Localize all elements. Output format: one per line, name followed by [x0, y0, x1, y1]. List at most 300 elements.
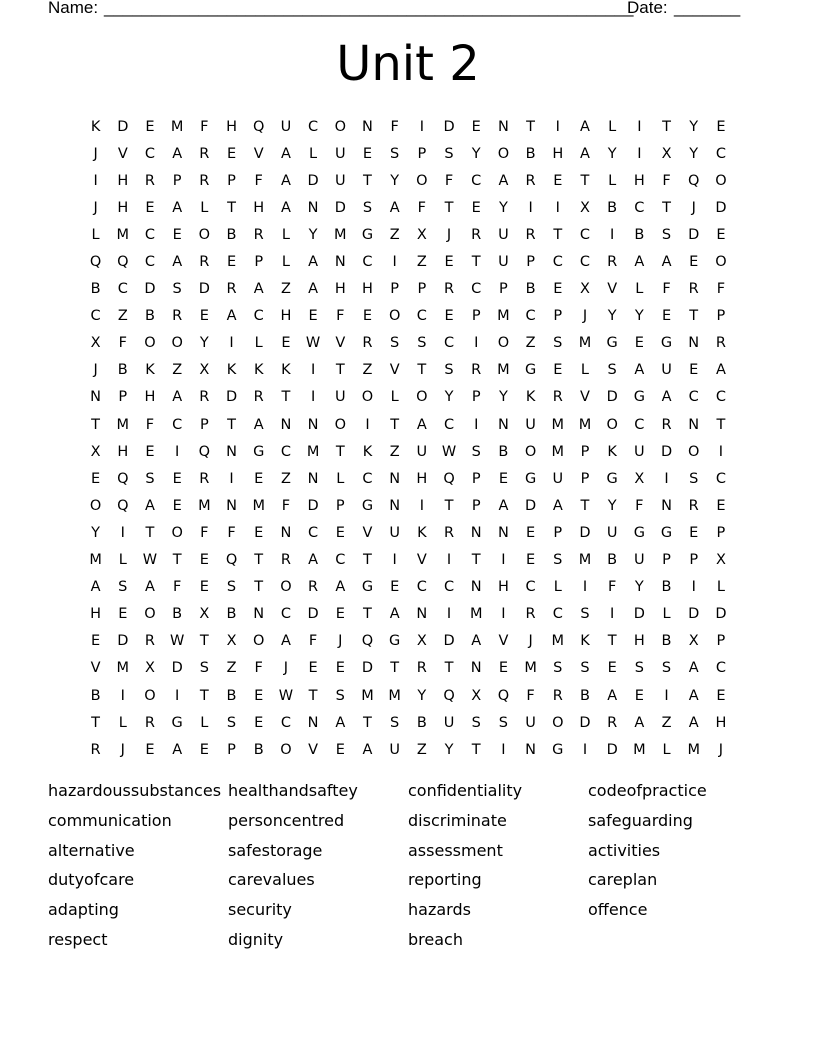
grid-letter: N [525, 741, 537, 758]
grid-letter: N [226, 497, 237, 514]
grid-letter: M [578, 335, 592, 352]
grid-letter: B [117, 362, 128, 379]
grid-letter: E [308, 660, 318, 677]
grid-letter: E [335, 660, 345, 677]
grid-letter: U [443, 714, 455, 731]
grid-letter: M [469, 606, 483, 623]
grid-letter: E [145, 118, 155, 135]
grid-letter: P [716, 524, 726, 541]
grid-letter: C [416, 579, 427, 596]
grid-letter: A [715, 362, 726, 379]
grid-letter: S [553, 335, 563, 352]
grid-letter: T [662, 199, 671, 216]
grid-letter: S [172, 281, 182, 298]
grid-letter: T [172, 552, 182, 569]
grid-letter: O [171, 524, 183, 541]
grid-letter: A [607, 687, 618, 704]
grid-letter: Z [389, 226, 400, 243]
grid-letter: M [306, 443, 320, 460]
grid-letter: R [607, 714, 618, 731]
grid-letter: J [446, 226, 452, 243]
grid-letter: A [634, 362, 645, 379]
grid-letter: T [689, 308, 699, 325]
grid-letter: A [308, 552, 319, 569]
grid-letter: N [470, 660, 482, 677]
grid-letter: I [310, 362, 316, 379]
grid-letter: L [281, 254, 290, 271]
grid-letter: T [91, 416, 101, 433]
grid-letter: N [688, 416, 700, 433]
grid-letter: C [416, 308, 427, 325]
grid-letter: D [688, 606, 700, 623]
grid-letter: R [443, 524, 455, 541]
grid-letter: S [471, 714, 481, 731]
grid-letter: O [144, 335, 156, 352]
grid-letter: C [552, 606, 563, 623]
grid-letter: E [281, 335, 291, 352]
grid-letter: T [580, 497, 590, 514]
grid-letter: E [444, 254, 454, 271]
grid-letter: G [660, 335, 673, 352]
grid-letter: Z [280, 470, 291, 487]
grid-letter: L [200, 199, 209, 216]
grid-letter: D [579, 524, 591, 541]
grid-letter: C [552, 254, 563, 271]
grid-letter: T [199, 633, 209, 650]
grid-letter: I [555, 118, 560, 135]
grid-letter: I [637, 145, 642, 162]
grid-letter: A [172, 389, 183, 406]
grid-letter: S [444, 362, 454, 379]
grid-letter: R [416, 660, 427, 677]
grid-letter: S [553, 552, 563, 569]
grid-letter: J [582, 308, 588, 325]
grid-letter: D [307, 606, 319, 623]
grid-letter: L [91, 226, 100, 243]
grid-letter: A [688, 660, 699, 677]
grid-letter: O [552, 714, 564, 731]
grid-letter: G [361, 497, 374, 514]
grid-letter: R [525, 606, 536, 623]
page-title: Unit 2 [336, 36, 480, 92]
grid-letter: E [335, 524, 345, 541]
grid-letter: R [688, 281, 699, 298]
grid-letter: Y [607, 308, 617, 325]
grid-letter: P [662, 552, 671, 569]
grid-letter: J [283, 660, 289, 677]
grid-letter: Z [525, 335, 536, 352]
grid-letter: F [607, 579, 617, 596]
grid-letter: J [93, 199, 98, 216]
grid-letter: O [715, 254, 727, 271]
grid-letter: S [689, 470, 699, 487]
grid-letter: B [226, 687, 237, 704]
grid-letter: D [606, 741, 618, 758]
grid-letter: S [390, 145, 400, 162]
grid-letter: A [580, 118, 590, 135]
grid-letter: U [334, 145, 346, 162]
grid-letter: E [118, 606, 128, 623]
grid-letter: M [116, 226, 130, 243]
grid-letter: Z [389, 443, 400, 460]
grid-letter: I [637, 118, 642, 135]
grid-letter: D [198, 281, 210, 298]
grid-letter: C [90, 308, 101, 325]
grid-letter: Z [280, 281, 291, 298]
word-bank-item: safeguarding [588, 810, 693, 830]
grid-letter: E [471, 199, 481, 216]
grid-letter: X [688, 633, 699, 650]
word-bank-item: breach [408, 929, 463, 949]
grid-letter: T [471, 552, 481, 569]
grid-letter: P [689, 552, 699, 569]
grid-letter: G [606, 335, 618, 352]
grid-letter: I [664, 470, 669, 487]
grid-letter: K [362, 443, 373, 460]
grid-letter: E [226, 254, 237, 271]
grid-letter: S [390, 714, 400, 731]
grid-letter: I [582, 579, 588, 596]
grid-letter: V [335, 335, 346, 352]
grid-letter: B [416, 714, 427, 731]
grid-letter: P [471, 389, 481, 406]
grid-letter: D [715, 199, 727, 216]
grid-letter: D [144, 281, 156, 298]
grid-letter: Q [225, 552, 238, 569]
grid-letter: L [635, 281, 644, 298]
grid-letter: L [118, 552, 127, 569]
grid-letter: O [715, 172, 727, 189]
grid-letter: W [142, 552, 158, 569]
grid-letter: V [389, 362, 400, 379]
grid-letter: C [117, 281, 128, 298]
grid-letter: A [145, 497, 155, 514]
grid-letter: K [226, 362, 237, 379]
word-bank-item: confidentiality [408, 781, 523, 800]
grid-letter: E [91, 470, 101, 487]
grid-letter: A [634, 714, 645, 731]
grid-letter: S [580, 660, 590, 677]
grid-letter: S [444, 145, 454, 162]
grid-letter: A [253, 281, 264, 298]
grid-letter: I [229, 335, 234, 352]
grid-letter: E [199, 552, 209, 569]
grid-letter: M [551, 443, 565, 460]
grid-letter: F [281, 497, 291, 514]
grid-letter: P [580, 470, 590, 487]
grid-letter: E [607, 660, 617, 677]
word-bank-item: dignity [228, 929, 284, 949]
grid-letter: T [254, 552, 264, 569]
grid-letter: K [417, 524, 427, 541]
grid-letter: P [118, 389, 128, 406]
grid-letter: Z [362, 362, 373, 379]
grid-letter: Q [117, 470, 129, 487]
grid-letter: T [308, 687, 318, 704]
grid-letter: A [280, 145, 291, 162]
grid-letter: H [226, 118, 237, 135]
grid-letter: R [308, 579, 319, 596]
grid-letter: E [661, 308, 672, 325]
grid-letter: S [226, 714, 237, 731]
grid-letter: R [552, 389, 563, 406]
grid-letter: J [528, 633, 533, 650]
grid-letter: A [253, 416, 264, 433]
grid-letter: J [338, 633, 343, 650]
grid-letter: A [471, 633, 482, 650]
word-bank-item: communication [48, 810, 172, 830]
grid-letter: X [715, 552, 726, 569]
grid-letter: F [526, 687, 535, 704]
grid-letter: Q [89, 254, 102, 271]
grid-letter: T [335, 362, 345, 379]
grid-letter: J [718, 741, 724, 758]
grid-letter: B [172, 606, 183, 623]
grid-letter: D [307, 497, 319, 514]
grid-letter: R [607, 254, 618, 271]
grid-letter: A [634, 254, 645, 271]
grid-letter: T [553, 226, 563, 243]
grid-letter: H [90, 606, 102, 623]
grid-letter: I [501, 741, 506, 758]
grid-letter: Z [172, 362, 183, 379]
grid-letter: M [252, 497, 265, 514]
grid-letter: C [335, 552, 346, 569]
grid-letter: G [660, 524, 673, 541]
grid-letter: T [227, 416, 236, 433]
grid-letter: D [443, 118, 455, 135]
grid-letter: H [552, 145, 564, 162]
grid-letter: X [90, 335, 101, 352]
grid-letter: C [253, 308, 264, 325]
grid-letter: N [307, 714, 319, 731]
grid-letter: E [526, 524, 536, 541]
grid-letter: M [198, 497, 211, 514]
grid-letter: H [117, 172, 129, 189]
grid-letter: G [253, 443, 265, 460]
grid-letter: Q [443, 687, 455, 704]
grid-letter: G [606, 470, 618, 487]
grid-letter: C [362, 254, 373, 271]
grid-letter: Y [417, 687, 427, 704]
grid-letter: Q [253, 118, 265, 135]
word-bank-item: reporting [408, 870, 482, 890]
grid-letter: P [471, 470, 481, 487]
grid-letter: E [689, 524, 699, 541]
grid-letter: D [606, 389, 618, 406]
grid-letter: P [471, 308, 481, 325]
grid-letter: Y [607, 497, 617, 514]
grid-letter: P [172, 172, 182, 189]
grid-letter: C [308, 118, 319, 135]
grid-letter: K [253, 362, 264, 379]
grid-letter: A [172, 145, 183, 162]
grid-letter: S [607, 362, 617, 379]
grid-letter: O [524, 443, 537, 460]
grid-letter: P [580, 443, 590, 460]
grid-letter: A [661, 254, 672, 271]
grid-letter: X [145, 660, 155, 677]
grid-letter: O [89, 497, 102, 514]
grid-letter: S [118, 579, 128, 596]
grid-letter: H [715, 714, 727, 731]
grid-letter: A [280, 199, 291, 216]
grid-letter: F [390, 118, 399, 135]
grid-letter: E [145, 443, 155, 460]
grid-letter: H [334, 281, 346, 298]
grid-letter: V [253, 145, 264, 162]
grid-letter: D [579, 714, 591, 731]
grid-letter: D [225, 389, 238, 406]
grid-letter: R [199, 254, 210, 271]
grid-letter: N [497, 416, 509, 433]
grid-letter: P [417, 145, 427, 162]
grid-letter: G [633, 389, 645, 406]
grid-letter: C [280, 443, 291, 460]
grid-letter: A [145, 579, 155, 596]
grid-letter: E [498, 470, 508, 487]
grid-letter: U [334, 172, 346, 189]
grid-letter: A [226, 308, 237, 325]
grid-letter: K [90, 118, 101, 135]
grid-letter: E [172, 226, 182, 243]
word-search-grid [82, 113, 735, 763]
grid-letter: F [444, 172, 454, 189]
grid-letter: U [280, 118, 292, 135]
grid-letter: Y [199, 335, 209, 352]
grid-letter: B [253, 741, 264, 758]
grid-letter: H [362, 281, 373, 298]
grid-letter: C [525, 579, 536, 596]
grid-letter: I [120, 687, 125, 704]
grid-letter: A [172, 741, 183, 758]
grid-letter: H [633, 172, 645, 189]
grid-letter: C [579, 226, 591, 243]
grid-letter: J [93, 145, 98, 162]
grid-letter: A [498, 172, 509, 189]
grid-letter: C [715, 470, 726, 487]
grid-letter: S [226, 579, 237, 596]
grid-letter: I [501, 552, 506, 569]
grid-letter: C [144, 145, 156, 162]
grid-letter: B [607, 199, 618, 216]
grid-letter: R [253, 226, 264, 243]
grid-letter: V [362, 524, 373, 541]
grid-letter: S [390, 335, 400, 352]
grid-letter: U [389, 524, 400, 541]
grid-letter: M [497, 308, 510, 325]
grid-letter: X [661, 145, 672, 162]
word-bank-item: healthandsaftey [228, 781, 358, 800]
grid-letter: A [661, 389, 672, 406]
grid-letter: V [498, 633, 509, 650]
grid-letter: Y [634, 579, 644, 596]
grid-letter: Q [361, 633, 374, 650]
grid-letter: O [688, 443, 700, 460]
grid-letter: T [363, 552, 372, 569]
grid-letter: U [661, 362, 672, 379]
grid-letter: L [336, 470, 345, 487]
grid-letter: O [144, 687, 156, 704]
name-blank-line: ________________________________________________________ [104, 0, 634, 17]
grid-letter: G [552, 741, 564, 758]
grid-letter: I [555, 199, 560, 216]
grid-letter: E [335, 741, 345, 758]
grid-letter: N [389, 497, 401, 514]
grid-letter: V [117, 145, 128, 162]
grid-letter: R [199, 172, 210, 189]
grid-letter: C [144, 254, 156, 271]
grid-letter: C [471, 172, 482, 189]
grid-letter: C [715, 145, 726, 162]
grid-letter: C [688, 389, 699, 406]
grid-letter: F [662, 281, 671, 298]
grid-letter: U [498, 254, 509, 271]
grid-letter: E [254, 470, 264, 487]
word-bank-item: adapting [48, 900, 119, 920]
grid-letter: L [608, 118, 617, 135]
grid-letter: E [145, 741, 155, 758]
grid-letter: M [524, 660, 537, 677]
grid-letter: U [498, 226, 509, 243]
grid-letter: Q [497, 687, 510, 704]
grid-letter: E [689, 254, 699, 271]
grid-letter: V [90, 660, 101, 677]
grid-letter: V [308, 741, 319, 758]
grid-letter: E [145, 199, 155, 216]
word-bank-item: security [228, 900, 292, 920]
grid-letter: D [334, 199, 346, 216]
grid-letter: N [470, 524, 482, 541]
grid-letter: N [307, 416, 319, 433]
grid-letter: X [199, 362, 210, 379]
grid-letter: N [280, 416, 292, 433]
grid-letter: G [524, 470, 537, 487]
grid-letter: X [580, 199, 590, 216]
grid-letter: P [254, 254, 264, 271]
grid-letter: C [308, 524, 319, 541]
grid-letter: M [497, 362, 510, 379]
word-bank-item: dutyofcare [48, 870, 135, 890]
grid-letter: D [660, 443, 673, 460]
grid-letter: Z [117, 308, 128, 325]
grid-letter: P [417, 281, 427, 298]
grid-letter: R [471, 226, 482, 243]
grid-letter: L [281, 226, 290, 243]
grid-letter: P [553, 524, 563, 541]
grid-letter: T [254, 579, 264, 596]
grid-letter: L [118, 714, 127, 731]
grid-letter: A [389, 606, 400, 623]
grid-letter: Q [117, 254, 129, 271]
grid-letter: W [278, 687, 294, 704]
grid-letter: A [335, 714, 346, 731]
grid-letter: W [305, 335, 321, 352]
grid-letter: E [716, 226, 726, 243]
grid-letter: C [443, 335, 455, 352]
grid-letter: Z [661, 714, 672, 731]
grid-letter: T [580, 172, 590, 189]
grid-letter: S [199, 660, 209, 677]
grid-letter: T [227, 199, 236, 216]
grid-letter: R [661, 416, 672, 433]
grid-letter: E [553, 362, 563, 379]
grid-letter: F [172, 579, 182, 596]
grid-letter: G [524, 362, 537, 379]
grid-letter: A [172, 254, 183, 271]
grid-letter: E [254, 714, 264, 731]
grid-letter: R [199, 145, 210, 162]
